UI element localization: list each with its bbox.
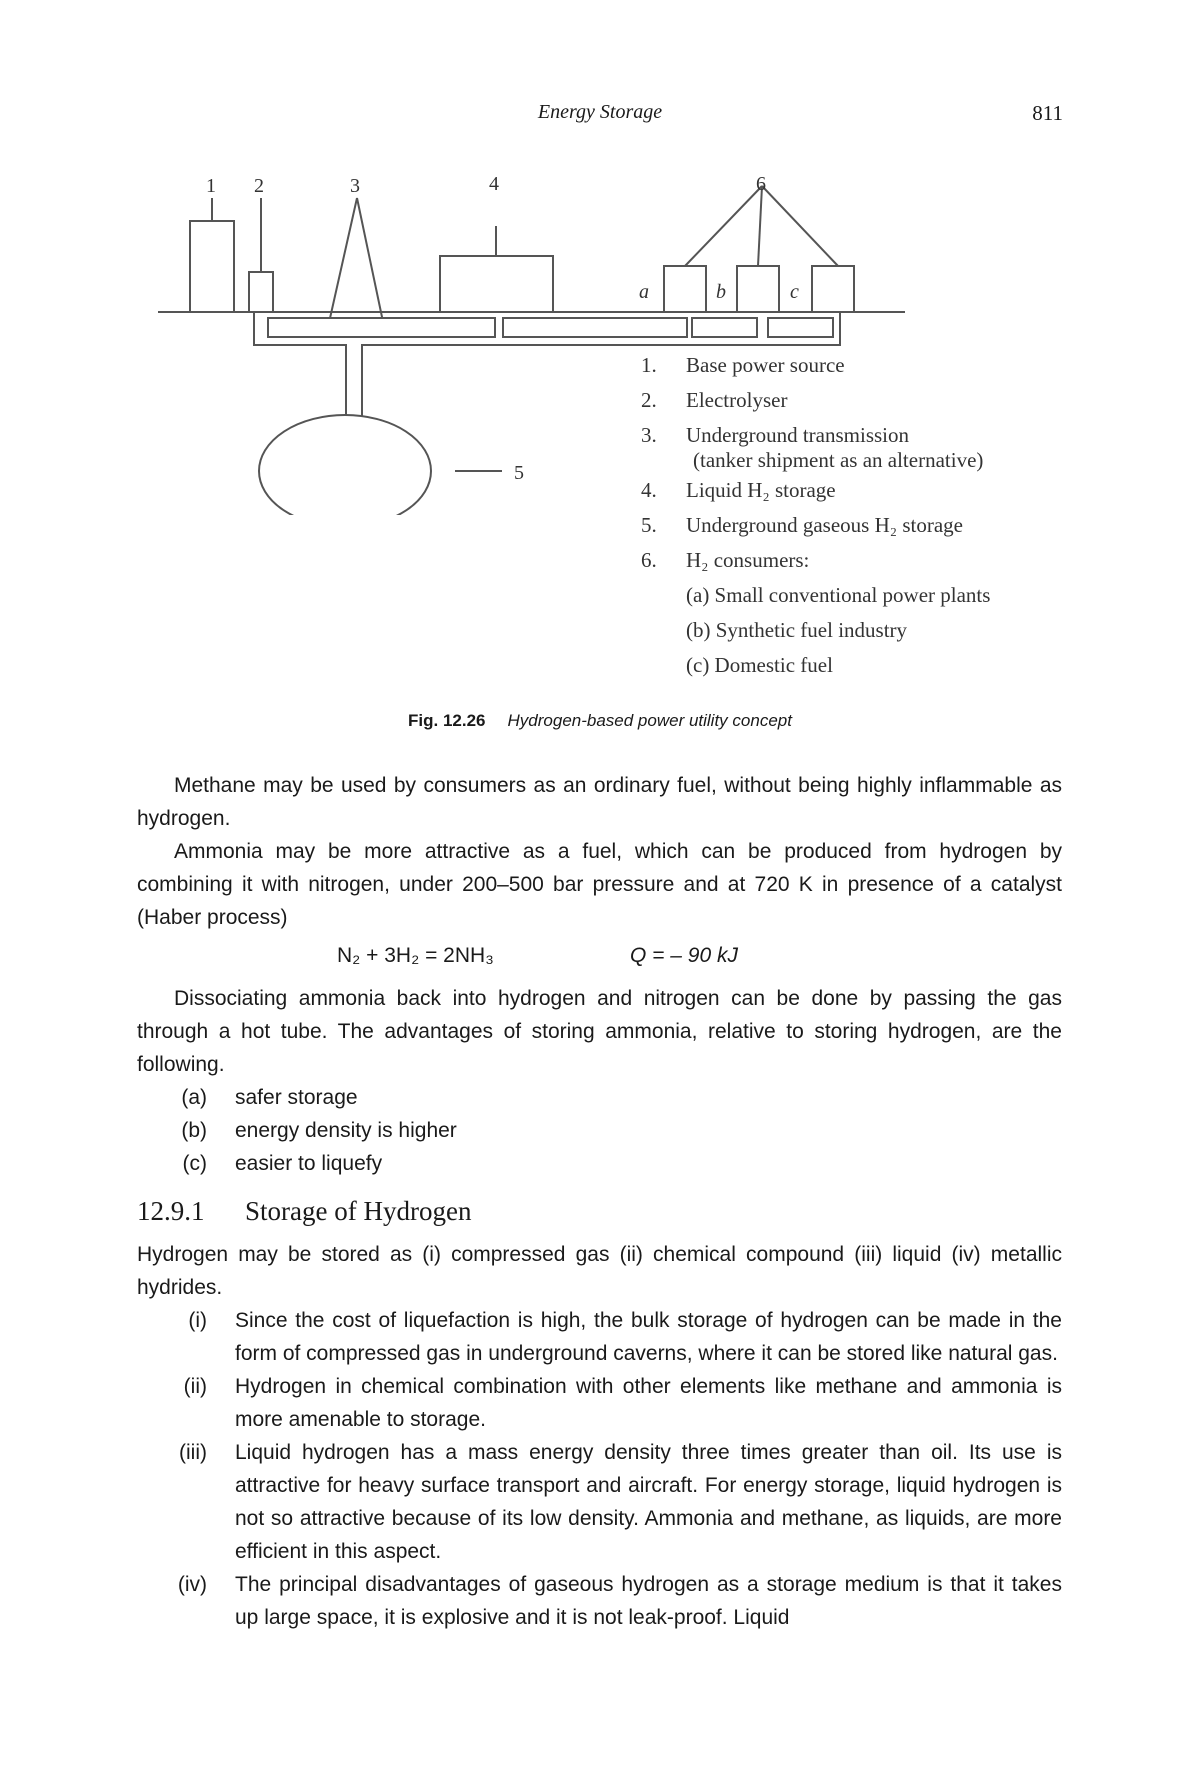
consumer-c-box bbox=[812, 266, 854, 312]
list-item: (a) safer storage bbox=[181, 1086, 358, 1109]
label-a: a bbox=[639, 281, 649, 303]
electrolyser bbox=[249, 272, 273, 312]
list-item: (iii) Liquid hydrogen has a mass energy density three times greater than oil. Its use is attractive for heavy surface transport and aircraft. For energy storage, liquid hydrogen is not so attractive because of its low density. Ammonia and methane, as liquids, are more efficient in this aspect. bbox=[179, 1441, 1062, 1563]
section-heading bbox=[137, 1196, 471, 1227]
label-4: 4 bbox=[489, 173, 499, 195]
consumer-b-box bbox=[737, 266, 779, 312]
list-item: (c) easier to liquefy bbox=[182, 1152, 383, 1175]
paragraph-dissociation: Dissociating ammonia back into hydrogen and nitrogen can be done by passing the gas through a hot tube. The advantages of storing ammonia, relative to storing hydrogen, are the following. bbox=[137, 987, 1062, 1076]
base-power-source bbox=[190, 221, 234, 312]
list-item: (ii) Hydrogen in chemical combination with other elements like methane and ammonia is more amenable to storage. bbox=[183, 1375, 1062, 1431]
equation-enthalpy: Q = – 90 kJ bbox=[630, 944, 738, 967]
section-number: 12.9.1 bbox=[137, 1196, 205, 1226]
running-head: Energy Storage bbox=[537, 101, 663, 123]
body-text-lower bbox=[137, 1238, 1062, 1634]
label-1: 1 bbox=[206, 175, 216, 197]
list-item: (i) Since the cost of liquefaction is high, the bulk storage of hydrogen can be made in the form of compressed gas in underground caverns, where it can be stored like natural gas. bbox=[188, 1309, 1062, 1365]
label-c: c bbox=[790, 281, 799, 303]
label-6: 6 bbox=[756, 173, 766, 195]
label-b: b bbox=[716, 281, 726, 303]
figure-caption bbox=[0, 711, 1200, 731]
list-item: (b) energy density is higher bbox=[181, 1119, 457, 1142]
liquid-h2-storage bbox=[440, 256, 553, 312]
page-number: 811 bbox=[1032, 101, 1063, 125]
figure-number: Fig. 12.26 bbox=[408, 711, 486, 730]
paragraph-ammonia: Ammonia may be more attractive as a fuel, which can be produced from hydrogen by combining it with nitrogen, under 200–500 bar pressure and at 720 K in presence of a catalyst (Haber process) bbox=[137, 840, 1062, 929]
list-item: (iv) The principal disadvantages of gaseous hydrogen as a storage medium is that it takes up large space, it is explosive and it is not leak-proof. Liquid bbox=[177, 1573, 1062, 1629]
paragraph-storage-intro: Hydrogen may be stored as (i) compressed gas (ii) chemical compound (iii) liquid (iv) metallic hydrides. bbox=[137, 1243, 1062, 1299]
underground-gaseous-storage bbox=[259, 415, 431, 515]
transmission-tower bbox=[326, 198, 357, 336]
label-3: 3 bbox=[350, 175, 360, 197]
body-text-middle bbox=[137, 982, 1062, 1180]
label-5: 5 bbox=[514, 462, 524, 484]
equation-haber: N₂ + 3H₂ = 2NH₃ bbox=[337, 944, 494, 967]
consumer-a-box bbox=[664, 266, 706, 312]
paragraph-methane: Methane may be used by consumers as an ordinary fuel, without being highly inflammable as hydrogen. bbox=[137, 774, 1062, 830]
label-2: 2 bbox=[254, 175, 264, 197]
body-text-upper bbox=[137, 769, 1062, 934]
hydrogen-utility-diagram bbox=[0, 155, 1200, 515]
figure-title: Hydrogen-based power utility concept bbox=[507, 711, 792, 730]
section-title: Storage of Hydrogen bbox=[245, 1196, 472, 1226]
